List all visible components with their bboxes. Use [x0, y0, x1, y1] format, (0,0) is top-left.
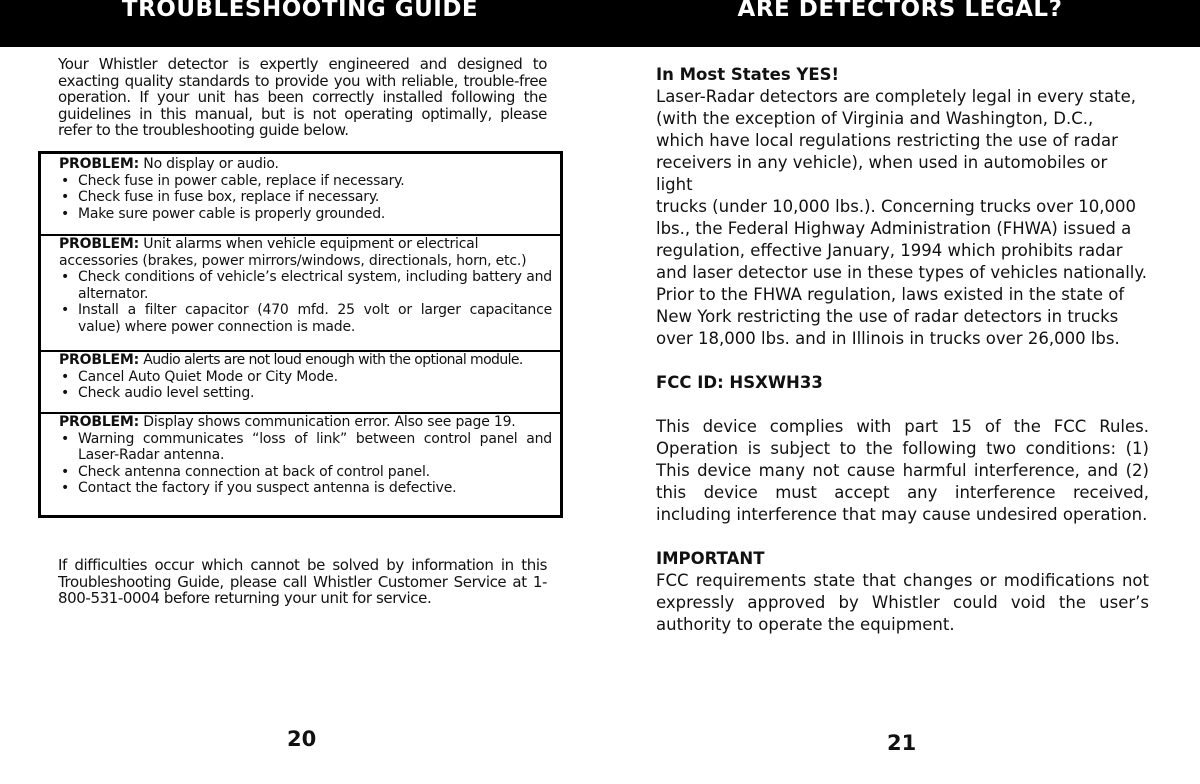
legal-line: New York restricting the use of radar detectors in trucks	[656, 307, 1119, 326]
bullet-icon: •	[61, 189, 70, 205]
right-page	[600, 0, 1200, 784]
bullet-icon: •	[61, 430, 70, 447]
legal-line: which have local regulations restricting the use of radar	[656, 131, 1118, 150]
solution-item	[59, 302, 552, 335]
important-heading: IMPORTANT	[656, 549, 765, 568]
solution-item	[59, 431, 552, 464]
solution-text: Check antenna connection at back of control panel.	[78, 463, 430, 480]
solution-item	[59, 269, 552, 302]
legal-line: Prior to the FHWA regulation, laws existed in the state of	[656, 285, 1125, 304]
legal-line: lbs., the Federal Highway Administration (FHWA) issued a	[656, 219, 1132, 238]
legal-line: regulation, effective January, 1994 which prohibits radar	[656, 241, 1123, 260]
solution-item	[59, 385, 552, 402]
solution-text: Check audio level setting.	[78, 385, 255, 401]
solution-list	[59, 173, 552, 223]
solution-item	[59, 189, 552, 206]
bullet-icon: •	[61, 463, 70, 480]
problem-heading	[59, 156, 552, 173]
bullet-icon: •	[61, 172, 70, 189]
problem-description: No display or audio.	[143, 156, 279, 172]
legal-line: over 18,000 lbs. and in Illinois in trucks over 26,000 lbs.	[656, 329, 1120, 348]
problem-heading	[59, 352, 552, 369]
troubleshooting-guide-title: TROUBLESHOOTING GUIDE	[121, 0, 479, 22]
solution-list	[59, 369, 552, 402]
troubleshooting-box	[38, 151, 563, 518]
problem-description: Display shows communication error. Also see page 19.	[143, 414, 516, 430]
solution-item	[59, 173, 552, 190]
intro-paragraph: Your Whistler detector is expertly engineered and designed to exacting quality standards to provide you with reliable, trouble-free operation. If your unit has been correctly installed following the guidelines in this manual, but is not operating optimally, please refer to the troubleshooting guide below.	[58, 55, 547, 139]
bullet-icon: •	[61, 385, 70, 401]
solution-text: Check fuse in fuse box, replace if necessary.	[78, 189, 380, 205]
page-number: 20	[287, 727, 317, 751]
solution-text: Check fuse in power cable, replace if necessary.	[78, 172, 405, 189]
legal-line: Laser-Radar detectors are completely legal in every state,	[656, 87, 1136, 106]
solution-list	[59, 431, 552, 497]
legal-line: receivers in any vehicle), when used in automobiles or light	[656, 153, 1108, 194]
solution-text: Cancel Auto Quiet Mode or City Mode.	[78, 368, 338, 385]
problem-section	[41, 156, 560, 236]
problem-description: Unit alarms when vehicle equipment or electrical accessories (brakes, power mirrors/windows, directionals, horn, etc.)	[59, 236, 527, 269]
problem-section	[41, 352, 560, 414]
legal-line: and laser detector use in these types of vehicles nationally.	[656, 263, 1148, 282]
spacer	[656, 394, 1149, 416]
solution-text: Warning communicates “loss of link” between control panel and Laser-Radar antenna.	[78, 430, 552, 463]
solution-text: Contact the factory if you suspect antenna is defective.	[78, 480, 457, 496]
problem-description: Audio alerts are not loud enough with the optional module.	[143, 352, 523, 368]
solution-item	[59, 206, 552, 223]
problem-label: PROBLEM:	[59, 414, 140, 430]
important-text: FCC requirements state that changes or modifications not expressly approved by Whistler could void the user’s authority to operate the equipment.	[656, 571, 1149, 634]
problem-label: PROBLEM:	[59, 236, 140, 252]
legal-content	[656, 64, 1149, 636]
problem-label: PROBLEM:	[59, 156, 140, 172]
bullet-icon: •	[61, 269, 70, 285]
are-detectors-legal-title: ARE DETECTORS LEGAL?	[737, 0, 1063, 22]
legal-line: (with the exception of Virginia and Washington, D.C.,	[656, 109, 1094, 128]
solution-item	[59, 480, 552, 497]
bullet-icon: •	[61, 480, 70, 496]
spacer	[656, 526, 1149, 548]
problem-label: PROBLEM:	[59, 352, 140, 368]
legal-line: trucks (under 10,000 lbs.). Concerning trucks over 10,000	[656, 197, 1136, 216]
problem-heading	[59, 414, 552, 431]
solution-list	[59, 269, 552, 335]
bullet-icon: •	[61, 302, 70, 318]
legal-heading: In Most States YES!	[656, 65, 840, 84]
solution-item	[59, 464, 552, 481]
fcc-statement: This device complies with part 15 of the FCC Rules. Operation is subject to the following two conditions: (1) This device many not cause harmful interference, and (2) this device must accept any interference received, including interference that may cause undesired operation.	[656, 417, 1149, 524]
solution-text: Check conditions of vehicle’s electrical system, including battery and alternator.	[78, 269, 552, 302]
problem-section	[41, 414, 560, 513]
fcc-id: FCC ID: HSXWH33	[656, 373, 823, 392]
solution-text: Make sure power cable is properly grounded.	[78, 205, 386, 222]
bullet-icon: •	[61, 205, 70, 222]
bullet-icon: •	[61, 368, 70, 385]
spacer	[656, 350, 1149, 372]
page-number: 21	[887, 731, 917, 755]
solution-text: Install a filter capacitor (470 mfd. 25 volt or larger capacitance value) where power connection is made.	[78, 302, 552, 335]
problem-heading	[59, 236, 552, 269]
closing-paragraph: If difficulties occur which cannot be solved by information in this Troubleshooting Guide, please call Whistler Customer Service at 1-800-531-0004 before returning your unit for service.	[58, 556, 547, 607]
solution-item	[59, 369, 552, 386]
problem-section	[41, 236, 560, 352]
